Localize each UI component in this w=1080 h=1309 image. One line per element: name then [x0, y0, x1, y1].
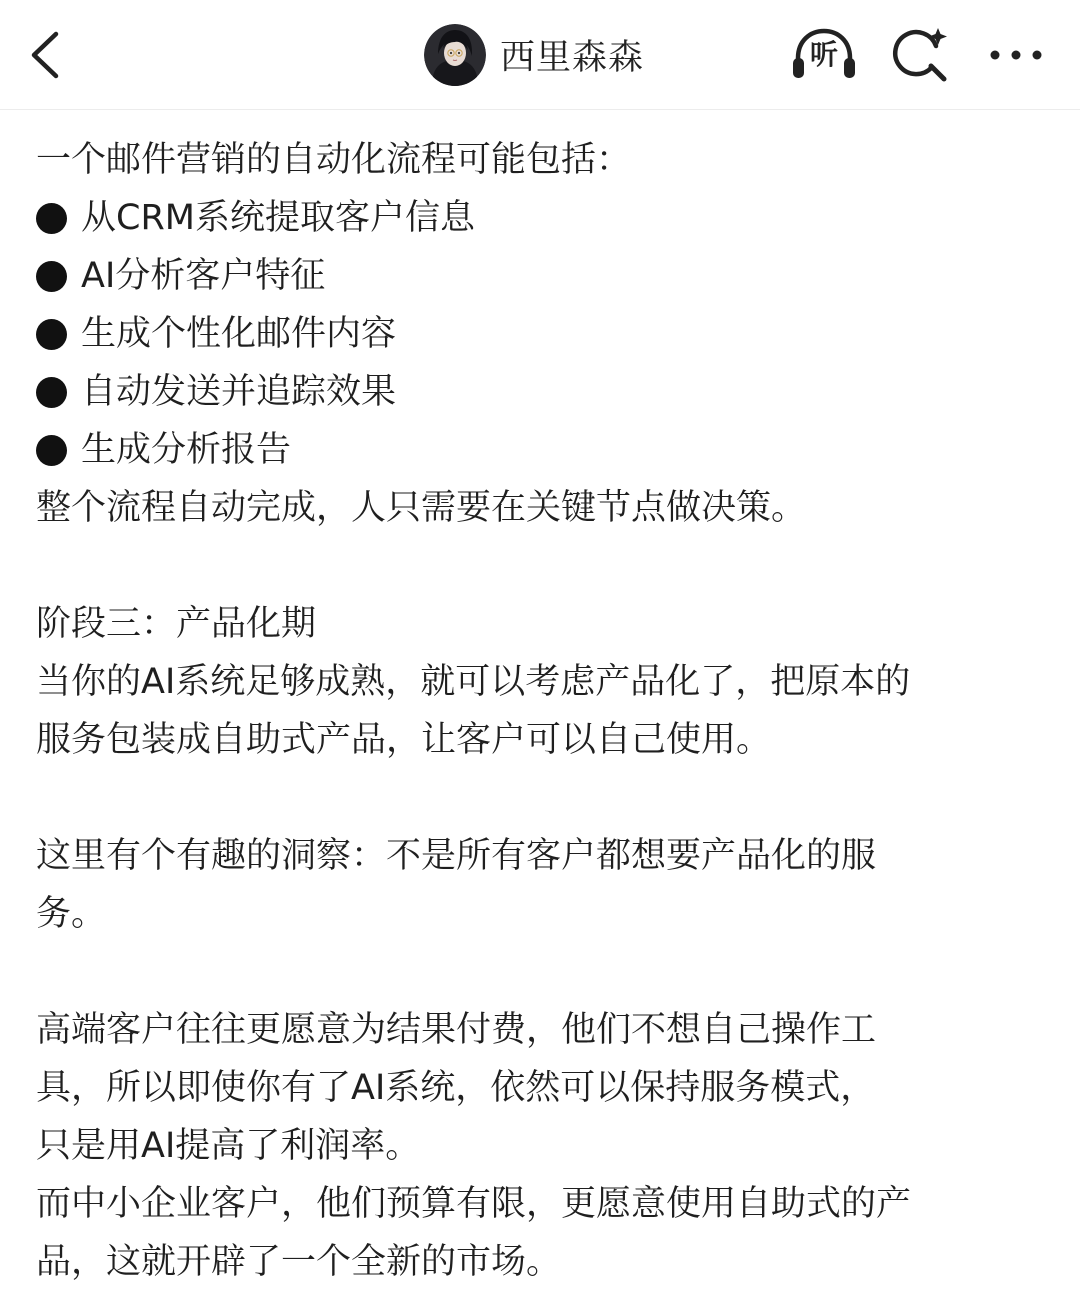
list-item: [36, 421, 1056, 479]
paragraph-line: 品，这就开辟了一个全新的市场。: [36, 1242, 562, 1282]
author-profile[interactable]: [424, 24, 644, 86]
list-item-text: 生成个性化邮件内容: [81, 314, 397, 354]
paragraph-spacer: [36, 769, 1056, 827]
paragraph-line: 服务包装成自助式产品，让客户可以自己使用。: [36, 720, 772, 760]
top-navigation-bar: [0, 0, 1080, 110]
list-item-text: 自动发送并追踪效果: [81, 372, 397, 412]
more-dots-icon: [980, 24, 1052, 86]
search-sparkle-icon: [886, 24, 958, 86]
search-button[interactable]: [886, 24, 958, 86]
paragraph-line: 高端客户往往更愿意为结果付费，他们不想自己操作工: [36, 1010, 877, 1050]
paragraph-line: 务。: [36, 894, 107, 934]
list-item: [36, 305, 1056, 363]
paragraph-line: 这里有个有趣的洞察：不是所有客户都想要产品化的服: [36, 836, 877, 876]
article-body: [36, 131, 1056, 1291]
paragraph-line: 而中小企业客户，他们预算有限，更愿意使用自助式的产: [36, 1184, 912, 1224]
bullet-icon: [36, 261, 67, 292]
bullet-icon: [36, 435, 67, 466]
list-item: [36, 189, 1056, 247]
summary-text: 整个流程自动完成，人只需要在关键节点做决策。: [36, 488, 807, 528]
paragraph-line: 具，所以即使你有了AI系统，依然可以保持服务模式，: [36, 1068, 876, 1108]
list-item-text: AI分析客户特征: [81, 256, 326, 296]
back-button[interactable]: [22, 24, 78, 86]
stage-title: 阶段三：产品化期: [36, 604, 317, 644]
paragraph-spacer: [36, 537, 1056, 595]
listen-label: 听: [809, 38, 838, 71]
list-item-text: 生成分析报告: [81, 430, 292, 470]
bullet-icon: [36, 203, 67, 234]
more-button[interactable]: [980, 24, 1052, 86]
author-name[interactable]: 西里森森: [500, 38, 645, 78]
bullet-icon: [36, 377, 67, 408]
list-item: [36, 247, 1056, 305]
bullet-icon: [36, 319, 67, 350]
intro-text: 一个邮件营销的自动化流程可能包括：: [36, 140, 632, 180]
paragraph-line: 只是用AI提高了利润率。: [36, 1126, 421, 1166]
list-item: [36, 363, 1056, 421]
chevron-left-icon: [22, 24, 78, 86]
paragraph-spacer: [36, 943, 1056, 1001]
listen-button[interactable]: [788, 24, 860, 86]
paragraph-line: 当你的AI系统足够成熟，就可以考虑产品化了，把原本的: [36, 662, 911, 702]
list-item-text: 从CRM系统提取客户信息: [81, 198, 475, 238]
avatar[interactable]: [424, 24, 486, 86]
